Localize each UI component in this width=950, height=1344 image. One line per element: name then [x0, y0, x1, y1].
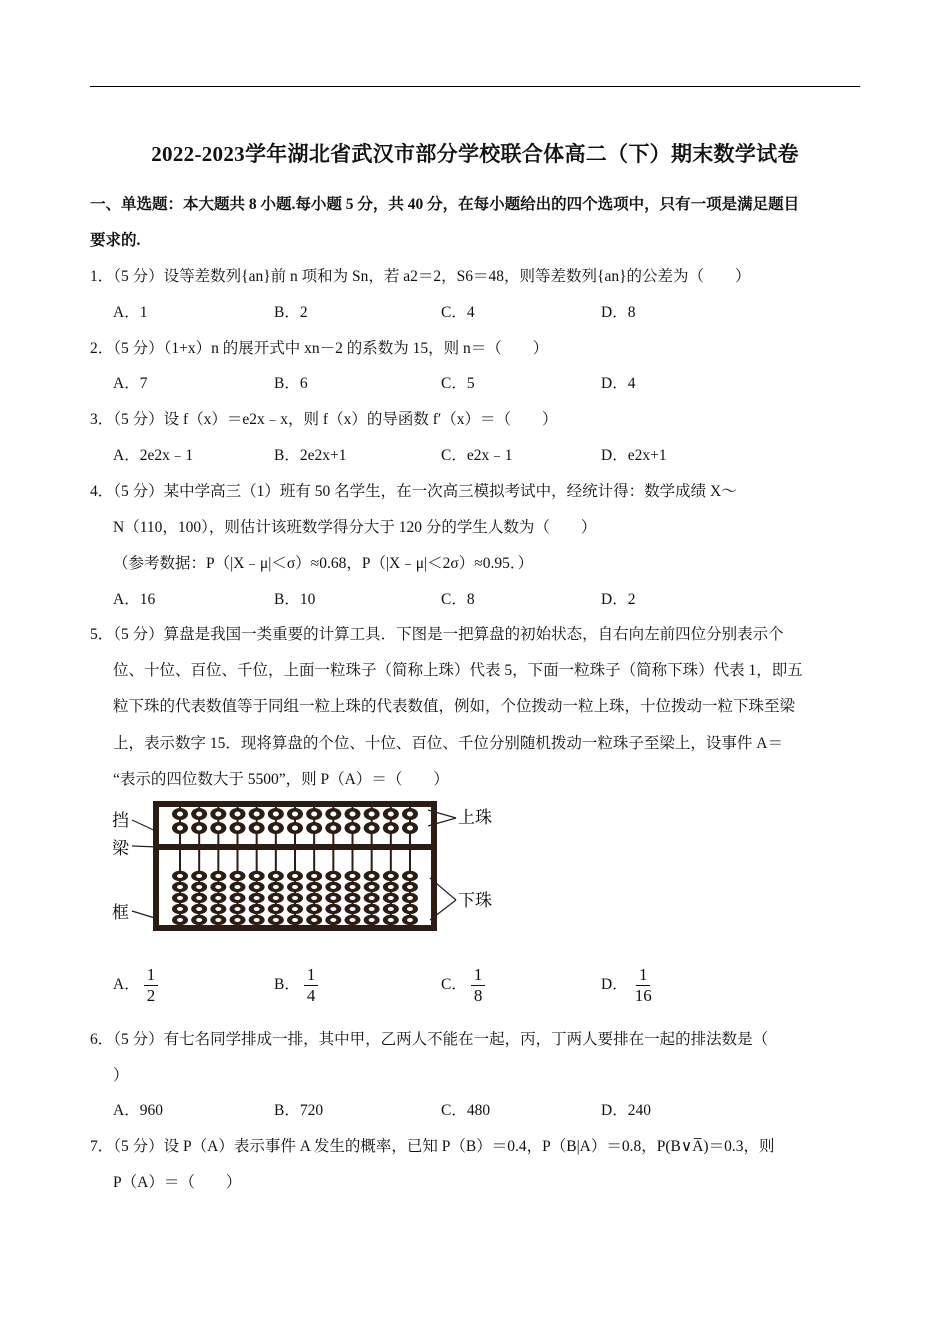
question-6-cont: ） — [113, 1067, 129, 1084]
bead-hole — [311, 885, 317, 889]
bead-hole — [177, 885, 183, 889]
bead-hole — [215, 885, 221, 889]
bead-hole — [311, 874, 317, 878]
bead-hole — [215, 907, 221, 911]
bead-hole — [273, 885, 279, 889]
bead-hole — [292, 826, 298, 831]
bead-hole — [235, 918, 241, 922]
bead-hole — [215, 896, 221, 900]
bead-hole — [330, 874, 336, 878]
bead-hole — [215, 826, 221, 831]
question-6: 6．（5 分）有七名同学排成一排，其中甲，乙两人不能在一起，丙，丁两人要排在一起的排法数是（ — [90, 1031, 769, 1048]
q6-option-d[interactable]: D．240 — [601, 1102, 651, 1119]
question-5: 5．（5 分）算盘是我国一类重要的计算工具．下图是一把算盘的初始状态，自右向左前四位分别表示个 — [90, 626, 784, 643]
bead-hole — [330, 896, 336, 900]
bead-hole — [273, 907, 279, 911]
question-5-line3: 粒下珠的代表数值等于同组一粒上珠的代表数值，例如，个位拨动一粒上珠，十位拨动一粒下珠至梁 — [113, 698, 796, 715]
bead-hole — [388, 874, 394, 878]
bead-hole — [196, 918, 202, 922]
bead-hole — [215, 918, 221, 922]
bead-hole — [350, 812, 356, 817]
question-4-cont: N（110，100），则估计该班数学得分大于 120 分的学生人数为（ ） — [113, 519, 597, 536]
bead-hole — [369, 874, 375, 878]
q3-option-c[interactable]: C．e2x﹣1 — [441, 447, 513, 464]
bead-hole — [254, 918, 260, 922]
label-kuang: 框 — [112, 903, 129, 923]
q1-option-b[interactable]: B．2 — [274, 304, 308, 321]
bead-hole — [369, 885, 375, 889]
bead-hole — [196, 907, 202, 911]
q4-option-d[interactable]: D．2 — [601, 591, 636, 608]
bead-hole — [177, 812, 183, 817]
bead-hole — [177, 918, 183, 922]
q5-option-d[interactable] — [601, 966, 655, 1005]
q3-option-d[interactable]: D．e2x+1 — [601, 447, 667, 464]
bead-hole — [177, 907, 183, 911]
bead-hole — [196, 896, 202, 900]
section-heading-cont: 要求的. — [90, 232, 141, 249]
bead-hole — [235, 896, 241, 900]
question-5-line4: 上，表示数字 15．现将算盘的个位、十位、百位、千位分别随机拨动一粒珠子至梁上，设事件 A＝ — [113, 735, 783, 752]
bead-hole — [292, 874, 298, 878]
question-5-line5: “表示的四位数大于 5500”，则 P（A）＝（ ） — [113, 771, 449, 788]
bead-hole — [273, 826, 279, 831]
bead-hole — [235, 885, 241, 889]
q1-option-d[interactable]: D．8 — [601, 304, 636, 321]
label-upper-bead: 上珠 — [458, 808, 492, 828]
bead-hole — [407, 907, 413, 911]
bead-hole — [388, 918, 394, 922]
bead-hole — [215, 874, 221, 878]
bead-hole — [254, 907, 260, 911]
fraction: $\frac{1}{4}$ — [304, 966, 319, 1005]
q5-option-a-label: A． — [113, 975, 140, 993]
q5-option-c[interactable] — [441, 966, 485, 1005]
abacus-figure — [110, 798, 510, 938]
section-heading: 一、单选题：本大题共 8 小题.每小题 5 分，共 40 分，在每小题给出的四个选项中，只有一项是满足题目 — [90, 196, 800, 213]
bead-hole — [273, 812, 279, 817]
bead-hole — [369, 907, 375, 911]
question-7-cont: P（A）＝（ ） — [113, 1174, 242, 1191]
bead-hole — [407, 918, 413, 922]
bead-hole — [292, 896, 298, 900]
bead-hole — [350, 907, 356, 911]
bead-hole — [177, 874, 183, 878]
question-5-line2: 位、十位、百位、千位，上面一粒珠子（简称上珠）代表 5，下面一粒珠子（简称下珠）代表 1，即五 — [113, 662, 803, 679]
q1-option-a[interactable]: A．1 — [113, 304, 148, 321]
bead-hole — [407, 826, 413, 831]
bead-hole — [330, 826, 336, 831]
q5-option-b[interactable] — [274, 966, 318, 1005]
bead-hole — [196, 812, 202, 817]
bead-hole — [330, 812, 336, 817]
bead-hole — [369, 812, 375, 817]
q4-option-c[interactable]: C．8 — [441, 591, 475, 608]
bead-hole — [273, 896, 279, 900]
bead-hole — [254, 874, 260, 878]
bead-hole — [273, 874, 279, 878]
bead-hole — [177, 826, 183, 831]
bead-hole — [369, 826, 375, 831]
bead-hole — [388, 812, 394, 817]
label-liang: 梁 — [112, 839, 129, 859]
bead-hole — [350, 874, 356, 878]
bead-hole — [388, 907, 394, 911]
bead-hole — [407, 874, 413, 878]
q4-option-a[interactable]: A．16 — [113, 591, 156, 608]
q2-option-b[interactable]: B．6 — [274, 375, 308, 392]
bead-hole — [369, 918, 375, 922]
bead-hole — [254, 826, 260, 831]
question-2: 2．（5 分）（1+x）n 的展开式中 xn－2 的系数为 15，则 n＝（ ） — [90, 340, 549, 357]
label-dang: 挡 — [112, 811, 129, 831]
bead-hole — [254, 812, 260, 817]
bead-hole — [330, 907, 336, 911]
bead-hole — [273, 918, 279, 922]
bead-hole — [388, 885, 394, 889]
bead-hole — [350, 896, 356, 900]
bead-hole — [235, 812, 241, 817]
question-4-reference: （参考数据：P（|X﹣μ|＜σ）≈0.68，P（|X﹣μ|＜2σ）≈0.95．） — [113, 555, 534, 572]
q3-option-a[interactable]: A．2e2x﹣1 — [113, 447, 194, 464]
bead-hole — [407, 896, 413, 900]
q2-option-c[interactable]: C．5 — [441, 375, 475, 392]
bead-hole — [311, 918, 317, 922]
q5-option-b-label: B． — [274, 975, 300, 993]
bead-hole — [407, 812, 413, 817]
q5-option-c-label: C． — [441, 975, 467, 993]
bead-hole — [196, 885, 202, 889]
q6-option-b[interactable]: B．720 — [274, 1102, 324, 1119]
q1-option-c[interactable]: C．4 — [441, 304, 475, 321]
bead-hole — [311, 826, 317, 831]
bead-hole — [311, 907, 317, 911]
bead-hole — [350, 918, 356, 922]
bead-hole — [407, 885, 413, 889]
label-lower-bead: 下珠 — [458, 891, 492, 911]
bead-hole — [292, 885, 298, 889]
bead-hole — [311, 812, 317, 817]
bead-hole — [350, 826, 356, 831]
bead-hole — [292, 812, 298, 817]
q5-option-a[interactable] — [113, 966, 158, 1005]
bead-hole — [235, 826, 241, 831]
question-3: 3．（5 分）设 f（x）＝e2x﹣x，则 f（x）的导函数 f′（x）＝（ ） — [90, 411, 558, 428]
bead-hole — [196, 874, 202, 878]
question-7: 7．（5 分）设 P（A）表示事件 A 发生的概率，已知 P（B）＝0.4，P（B|A）＝0.8，P(B∨A̅)＝0.3，则 — [90, 1138, 775, 1155]
bead-hole — [196, 826, 202, 831]
bead-hole — [369, 896, 375, 900]
q4-option-b[interactable]: B．10 — [274, 591, 316, 608]
q6-option-a[interactable]: A．960 — [113, 1102, 163, 1119]
q3-option-b[interactable]: B．2e2x+1 — [274, 447, 347, 464]
bead-hole — [177, 896, 183, 900]
question-1: 1．（5 分）设等差数列{an}前 n 项和为 Sn，若 a2＝2，S6＝48，则等差数列{an}的公差为（ ） — [90, 268, 751, 285]
bead-hole — [350, 885, 356, 889]
bead-hole — [292, 918, 298, 922]
bead-hole — [235, 874, 241, 878]
header-rule — [90, 86, 860, 87]
bead-hole — [388, 826, 394, 831]
q2-option-a[interactable]: A．7 — [113, 375, 148, 392]
bead-hole — [330, 885, 336, 889]
page-title: 2022-2023学年湖北省武汉市部分学校联合体高二（下）期末数学试卷 — [151, 142, 799, 166]
fraction: $\frac{1}{16}$ — [634, 965, 652, 1005]
bead-hole — [311, 896, 317, 900]
bead-hole — [254, 885, 260, 889]
question-4: 4．（5 分）某中学高三（1）班有 50 名学生，在一次高三模拟考试中，经统计得：数学成绩 X～ — [90, 483, 737, 500]
fraction: $\frac{1}{8}$ — [471, 966, 486, 1005]
bead-hole — [330, 918, 336, 922]
fraction: $\frac{1}{2}$ — [144, 966, 159, 1005]
bead-hole — [292, 907, 298, 911]
bead-hole — [215, 812, 221, 817]
bead-hole — [254, 896, 260, 900]
bead-hole — [388, 896, 394, 900]
q2-option-d[interactable]: D．4 — [601, 375, 636, 392]
q6-option-c[interactable]: C．480 — [441, 1102, 491, 1119]
bead-hole — [235, 907, 241, 911]
q5-option-d-label: D． — [601, 975, 628, 993]
